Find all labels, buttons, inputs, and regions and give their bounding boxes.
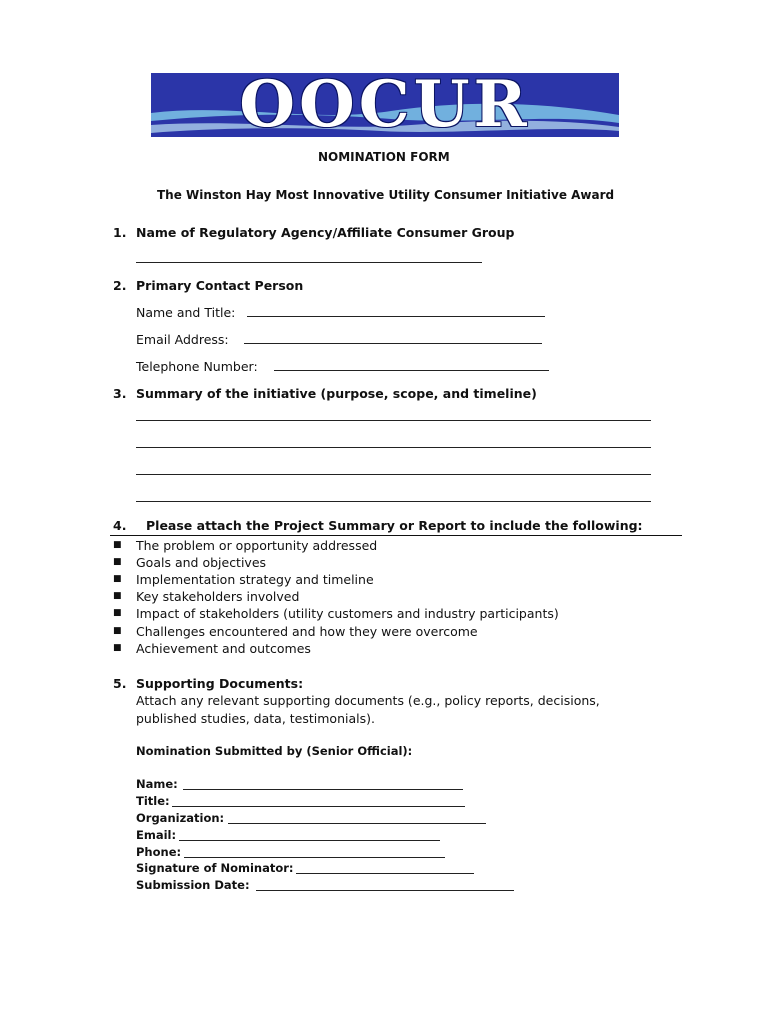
- form-heading: NOMINATION FORM: [318, 150, 450, 164]
- nominator-phone-field[interactable]: [184, 857, 445, 858]
- bullet-icon: ■: [113, 540, 122, 550]
- bullet-icon: ■: [113, 557, 122, 567]
- list-item: Impact of stakeholders (utility customers and industry participants): [136, 606, 559, 621]
- nominator-name-field[interactable]: [183, 789, 463, 790]
- section1-number: 1.: [113, 225, 127, 240]
- list-item: Achievement and outcomes: [136, 641, 311, 656]
- section5-number: 5.: [113, 676, 127, 691]
- section1-title: Name of Regulatory Agency/Affiliate Consumer Group: [136, 225, 515, 240]
- nominator-email-field[interactable]: [179, 840, 440, 841]
- organization-field[interactable]: [228, 823, 486, 824]
- summary-line[interactable]: [136, 474, 651, 475]
- name-title-label: Name and Title:: [136, 305, 236, 320]
- signature-field[interactable]: [296, 873, 474, 874]
- bullet-icon: ■: [113, 643, 122, 653]
- nominator-title-field[interactable]: [172, 806, 465, 807]
- nominator-phone-label: Phone:: [136, 845, 182, 859]
- section4-divider: [110, 535, 682, 536]
- list-item: Goals and objectives: [136, 555, 267, 570]
- submitted-by-title: Nomination Submitted by (Senior Official):: [136, 744, 413, 758]
- submission-date-label: Submission Date:: [136, 878, 250, 892]
- award-title: The Winston Hay Most Innovative Utility Consumer Initiative Award: [157, 188, 615, 202]
- email-address-field[interactable]: [244, 343, 542, 344]
- bullet-icon: ■: [113, 626, 122, 636]
- name-title-field[interactable]: [247, 316, 545, 317]
- list-item: Key stakeholders involved: [136, 589, 300, 604]
- section5-title: Supporting Documents:: [136, 676, 304, 691]
- list-item: Challenges encountered and how they were overcome: [136, 624, 478, 639]
- logo-text: OOCUR: [239, 73, 531, 137]
- list-item: Implementation strategy and timeline: [136, 572, 374, 587]
- supporting-docs-text: published studies, data, testimonials).: [136, 711, 375, 726]
- summary-line[interactable]: [136, 420, 651, 421]
- organization-label: Organization:: [136, 811, 225, 825]
- nominator-email-label: Email:: [136, 828, 177, 842]
- supporting-docs-text: Attach any relevant supporting documents (e.g., policy reports, decisions,: [136, 693, 600, 708]
- section4-title: Please attach the Project Summary or Report to include the following:: [146, 518, 643, 533]
- nominator-name-label: Name:: [136, 777, 178, 791]
- submission-date-field[interactable]: [256, 890, 514, 891]
- summary-line[interactable]: [136, 447, 651, 448]
- section3-title: Summary of the initiative (purpose, scope, and timeline): [136, 386, 537, 401]
- email-address-label: Email Address:: [136, 332, 229, 347]
- nominator-title-label: Title:: [136, 794, 170, 808]
- telephone-label: Telephone Number:: [136, 359, 258, 374]
- signature-label: Signature of Nominator:: [136, 861, 294, 875]
- summary-line[interactable]: [136, 501, 651, 502]
- section2-number: 2.: [113, 278, 127, 293]
- section3-number: 3.: [113, 386, 127, 401]
- list-item: The problem or opportunity addressed: [136, 538, 378, 553]
- telephone-field[interactable]: [274, 370, 549, 371]
- agency-name-field[interactable]: [136, 262, 482, 263]
- section2-title: Primary Contact Person: [136, 278, 304, 293]
- section4-number: 4.: [113, 518, 127, 533]
- bullet-icon: ■: [113, 574, 122, 584]
- bullet-icon: ■: [113, 591, 122, 601]
- bullet-icon: ■: [113, 608, 122, 618]
- oocur-logo: [151, 73, 619, 137]
